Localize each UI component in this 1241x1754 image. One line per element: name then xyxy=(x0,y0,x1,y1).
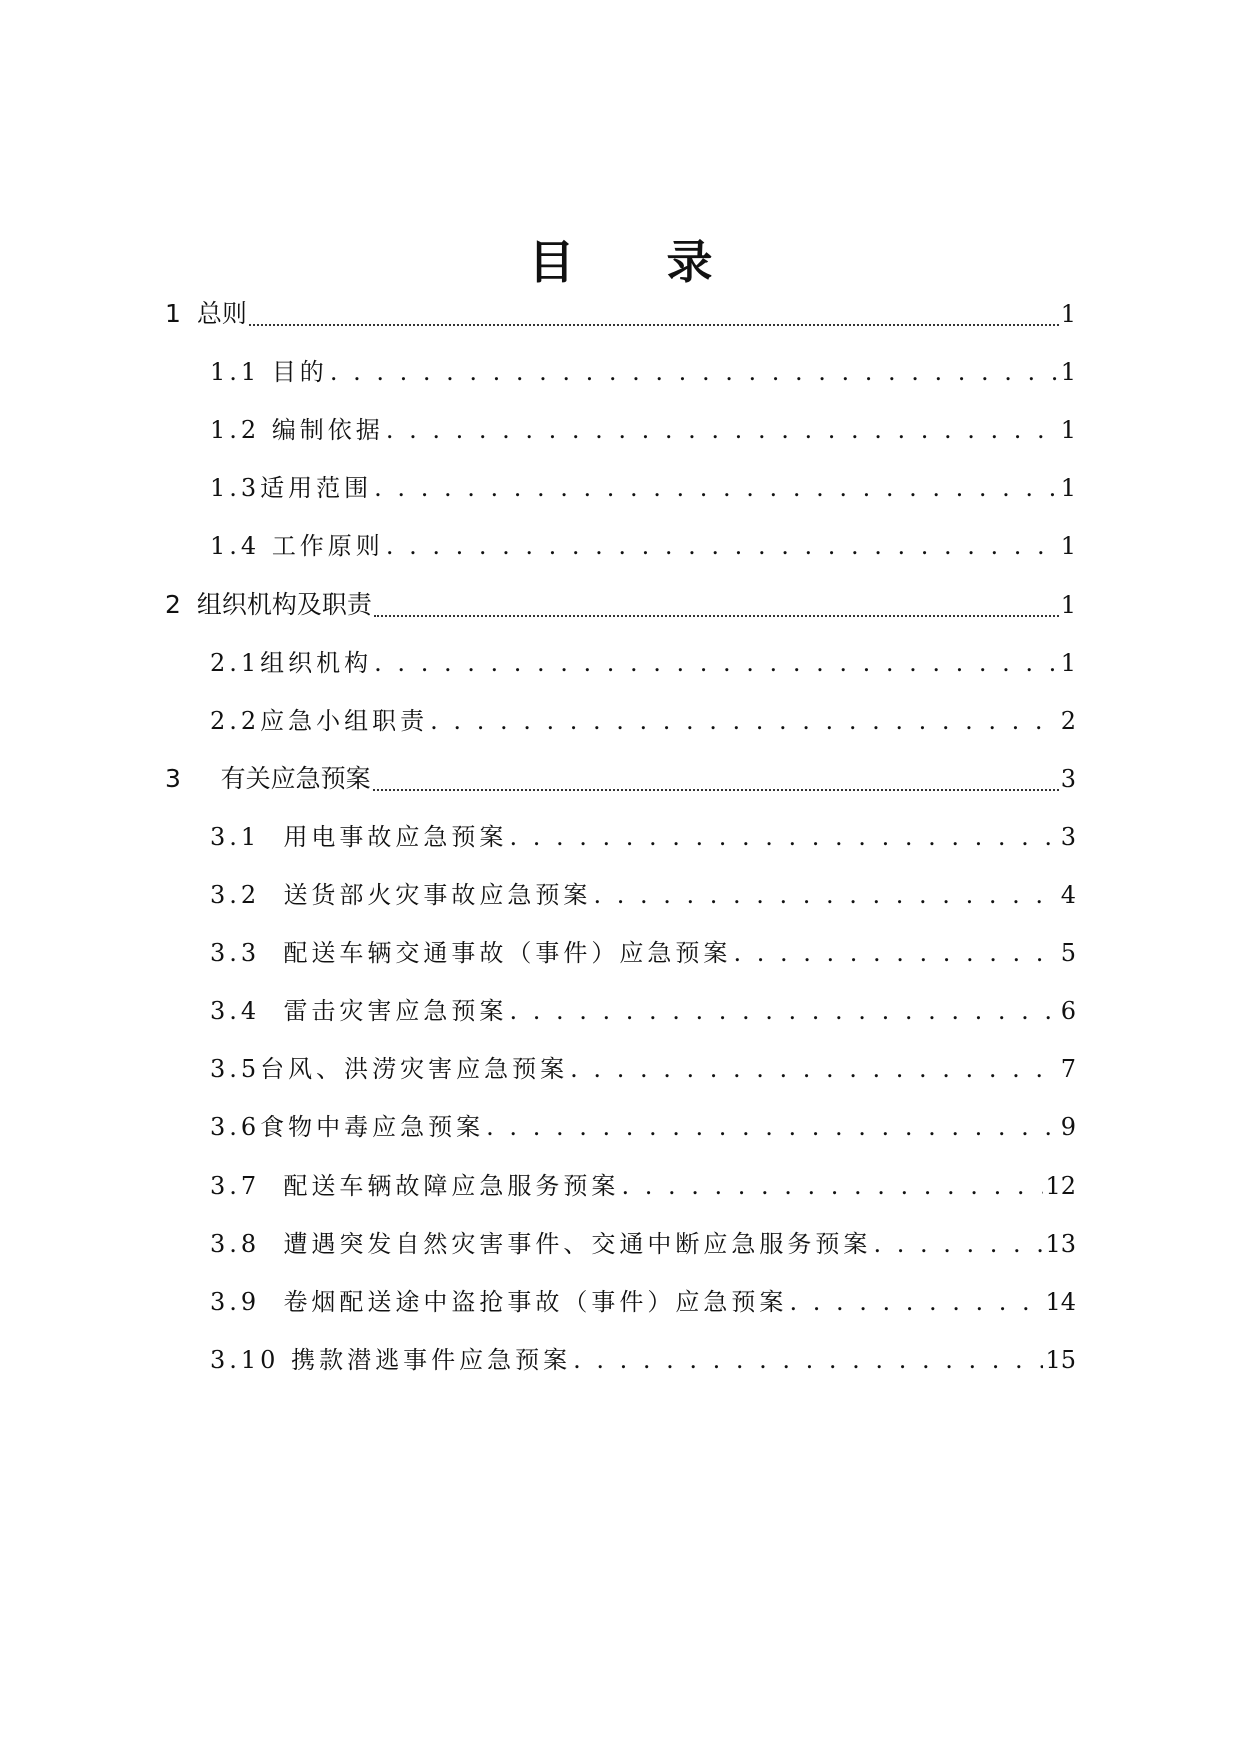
toc-entry-gap xyxy=(260,410,272,450)
toc-entry-text: 组织机构及职责 xyxy=(196,589,372,619)
toc-entry-text: 送货部火灾事故应急预案 xyxy=(283,881,592,909)
toc-entry-text: 目的 xyxy=(271,358,328,387)
toc-entry-number: 3.8 xyxy=(210,1229,261,1258)
toc-entry-gap xyxy=(279,1340,291,1380)
toc-entry-number: 3.10 xyxy=(210,1345,280,1374)
toc-entry-number: 1 xyxy=(165,299,181,328)
toc-entry-gap xyxy=(181,759,221,799)
toc-page-number: 6 xyxy=(1060,997,1076,1026)
toc-dot-leader xyxy=(573,1340,1043,1380)
toc-entry-number: 3.3 xyxy=(210,939,261,968)
toc-subsection-entry[interactable] xyxy=(210,1049,1076,1089)
toc-entry-gap xyxy=(260,991,283,1031)
toc-section-entry[interactable] xyxy=(165,759,1076,799)
toc-dot-leader xyxy=(733,933,1058,973)
toc-entry-gap xyxy=(260,817,283,857)
toc-entry-gap xyxy=(260,526,272,566)
toc-dot-leader xyxy=(386,410,1059,450)
toc-dot-leader xyxy=(386,526,1059,566)
toc-page-number: 14 xyxy=(1045,1287,1076,1316)
toc-subsection-entry[interactable] xyxy=(210,875,1076,915)
toc-dot-leader xyxy=(570,1049,1059,1089)
toc-entry-number: 2.1 xyxy=(210,648,261,677)
toc-entry-number: 3.4 xyxy=(210,997,261,1026)
toc-subsection-entry[interactable] xyxy=(210,1166,1076,1206)
toc-entry-text: 用电事故应急预案 xyxy=(283,822,508,851)
toc-entry-number: 3.6 xyxy=(210,1113,261,1142)
toc-entry-text: 总则 xyxy=(196,299,247,328)
toc-subsection-entry[interactable] xyxy=(210,352,1076,392)
toc-subsection-entry[interactable] xyxy=(210,817,1076,857)
toc-dot-leader xyxy=(249,302,1059,326)
toc-page-number: 1 xyxy=(1060,474,1076,503)
toc-entry-text: 工作原则 xyxy=(271,532,384,561)
toc-section-entry[interactable] xyxy=(165,294,1076,334)
toc-page-number: 4 xyxy=(1060,881,1076,909)
toc-entry-gap xyxy=(181,585,197,625)
toc-entry-text: 卷烟配送途中盗抢事故（事件）应急预案 xyxy=(283,1287,788,1316)
toc-title: 目 录 xyxy=(528,235,751,289)
toc-dot-leader xyxy=(509,991,1058,1031)
toc-entry-text: 食物中毒应急预案 xyxy=(260,1113,485,1142)
toc-dot-leader xyxy=(373,767,1059,791)
toc-page-number: 1 xyxy=(1060,416,1076,445)
toc-subsection-entry[interactable] xyxy=(210,1282,1076,1322)
toc-section-entry[interactable] xyxy=(165,585,1076,625)
toc-entry-number: 1.3 xyxy=(210,474,261,503)
toc-entry-gap xyxy=(260,1224,283,1264)
toc-entry-gap xyxy=(260,875,283,915)
toc-dot-leader xyxy=(330,352,1059,392)
toc-page-number: 3 xyxy=(1060,822,1076,851)
toc-entry-gap xyxy=(260,933,283,973)
toc-entry-text: 携款潜逃事件应急预案 xyxy=(291,1345,572,1374)
toc-page-number: 2 xyxy=(1060,706,1076,735)
toc-entry-text: 适用范围 xyxy=(260,474,373,503)
toc-entry-text: 台风、洪涝灾害应急预案 xyxy=(260,1055,569,1084)
toc-subsection-entry[interactable] xyxy=(210,701,1076,741)
toc-entry-number: 3.5 xyxy=(210,1055,261,1084)
toc-entry-number: 3.1 xyxy=(210,822,261,851)
toc-entry-text: 有关应急预案 xyxy=(220,763,371,793)
toc-entry-number: 2.2 xyxy=(210,706,261,735)
toc-subsection-entry[interactable] xyxy=(210,468,1076,508)
toc-entry-text: 编制依据 xyxy=(271,416,384,445)
toc-entry-gap xyxy=(181,294,197,334)
toc-subsection-entry[interactable] xyxy=(210,933,1076,973)
toc-entry-text: 雷击灾害应急预案 xyxy=(283,997,508,1026)
toc-subsection-entry[interactable] xyxy=(210,526,1076,566)
toc-entry-number: 1.2 xyxy=(210,416,261,445)
toc-subsection-entry[interactable] xyxy=(210,1340,1076,1380)
toc-dot-leader xyxy=(621,1166,1043,1206)
toc-entry-number: 3.9 xyxy=(210,1287,261,1316)
toc-page-number: 15 xyxy=(1045,1345,1076,1374)
toc-page-number: 5 xyxy=(1060,939,1076,968)
toc-dot-leader xyxy=(509,817,1058,857)
toc-entry-text: 组织机构 xyxy=(260,648,373,677)
toc-dot-leader xyxy=(374,468,1059,508)
toc-entry-text: 遭遇突发自然灾害事件、交通中断应急服务预案 xyxy=(283,1229,872,1258)
toc-dot-leader xyxy=(374,593,1059,617)
toc-dot-leader xyxy=(873,1224,1043,1264)
toc-dot-leader xyxy=(374,643,1059,683)
toc-dot-leader xyxy=(593,875,1058,915)
toc-entry-text: 配送车辆故障应急服务预案 xyxy=(283,1171,620,1200)
toc-dot-leader xyxy=(430,701,1059,741)
toc-subsection-entry[interactable] xyxy=(210,643,1076,683)
toc-subsection-entry[interactable] xyxy=(210,410,1076,450)
toc-page-number: 1 xyxy=(1060,300,1076,328)
toc-entry-text: 配送车辆交通事故（事件）应急预案 xyxy=(283,939,732,968)
toc-page-number: 1 xyxy=(1060,532,1076,561)
toc-entry-number: 3.7 xyxy=(210,1171,261,1200)
toc-page-number: 1 xyxy=(1060,590,1076,619)
toc-entry-text: 应急小组职责 xyxy=(260,706,429,735)
toc-page-number: 1 xyxy=(1060,648,1076,677)
toc-entry-number: 2 xyxy=(165,589,181,619)
toc-entry-gap xyxy=(260,1282,283,1322)
toc-subsection-entry[interactable] xyxy=(210,1107,1076,1147)
toc-dot-leader xyxy=(486,1107,1059,1147)
toc-page-number: 9 xyxy=(1060,1113,1076,1142)
toc-subsection-entry[interactable] xyxy=(210,991,1076,1031)
toc-page-number: 13 xyxy=(1045,1229,1076,1258)
toc-entry-number: 1.1 xyxy=(210,358,261,387)
toc-subsection-entry[interactable] xyxy=(210,1224,1076,1264)
toc-page-number: 7 xyxy=(1060,1055,1076,1084)
toc-entry-number: 1.4 xyxy=(210,532,261,561)
toc-page-number: 3 xyxy=(1060,764,1076,793)
toc-page-number: 12 xyxy=(1045,1171,1076,1200)
toc-page-number: 1 xyxy=(1060,358,1076,387)
toc-entry-number: 3.2 xyxy=(210,881,261,909)
toc-entry-gap xyxy=(260,352,272,392)
toc-entry-number: 3 xyxy=(165,763,181,793)
toc-dot-leader xyxy=(789,1282,1043,1322)
toc-entry-gap xyxy=(260,1166,283,1206)
